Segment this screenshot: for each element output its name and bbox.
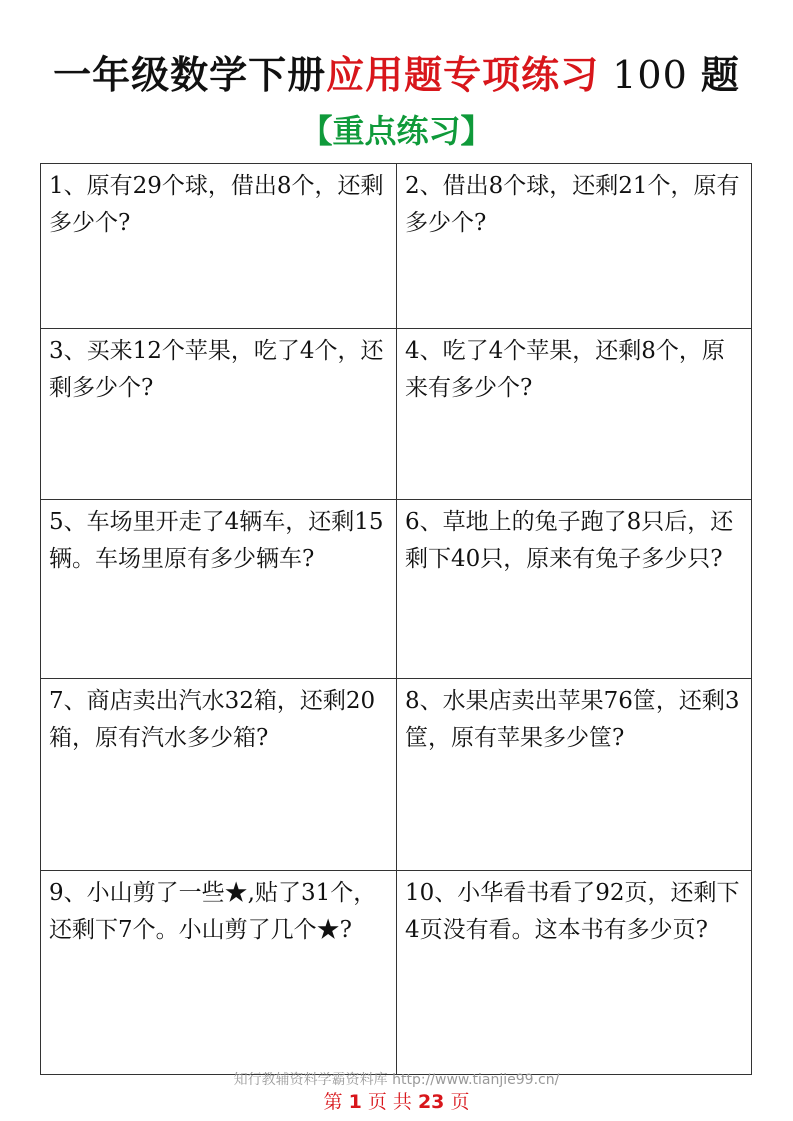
- footer-source-link[interactable]: 知行教辅资料学霸资料库 http://www.tianjie99.cn/: [233, 1072, 560, 1088]
- page-middle: 页 共: [361, 1091, 418, 1113]
- title-part-end: 题: [700, 52, 740, 97]
- page-suffix: 页: [444, 1091, 470, 1113]
- question-grid: [40, 163, 752, 1075]
- question-cell-10: 10、小华看书看了92页，还剩下4页没有看。这本书有多少页?: [405, 880, 740, 943]
- page-title: [0, 52, 793, 99]
- page-prefix: 第: [323, 1091, 349, 1113]
- question-cell-6: 6、草地上的兔子跑了8只后，还剩下40只，原来有兔子多少只?: [397, 500, 752, 679]
- question-cell-2: 2、借出8个球，还剩21个，原有多少个?: [397, 164, 752, 329]
- question-cell-5: 5、车场里开走了4辆车，还剩15辆。车场里原有多少辆车?: [41, 500, 397, 679]
- page-total-number: 23: [417, 1091, 445, 1113]
- title-part-main: 一年级数学下册: [53, 52, 327, 97]
- question-cell-8: 8、水果店卖出苹果76筐，还剩3筐，原有苹果多少筐?: [397, 679, 752, 871]
- title-part-count: 100: [599, 53, 701, 97]
- question-cell-9: 9、小山剪了一些★,贴了31个，还剩下7个。小山剪了几个★?: [41, 871, 397, 1074]
- page-indicator: [0, 1087, 793, 1114]
- question-cell-7: 7、商店卖出汽水32箱，还剩20箱，原有汽水多少箱?: [41, 679, 397, 871]
- title-part-highlight: 应用题专项练习: [326, 52, 600, 97]
- page-current-number: 1: [348, 1091, 362, 1113]
- question-cell-1: 1、原有29个球，借出8个，还剩多少个?: [41, 164, 397, 329]
- page-subtitle: 【重点练习】: [300, 112, 493, 150]
- question-cell-3: 3、买来12个苹果，吃了4个，还剩多少个?: [41, 329, 397, 500]
- question-cell-4: 4、吃了4个苹果，还剩8个，原来有多少个?: [397, 329, 752, 500]
